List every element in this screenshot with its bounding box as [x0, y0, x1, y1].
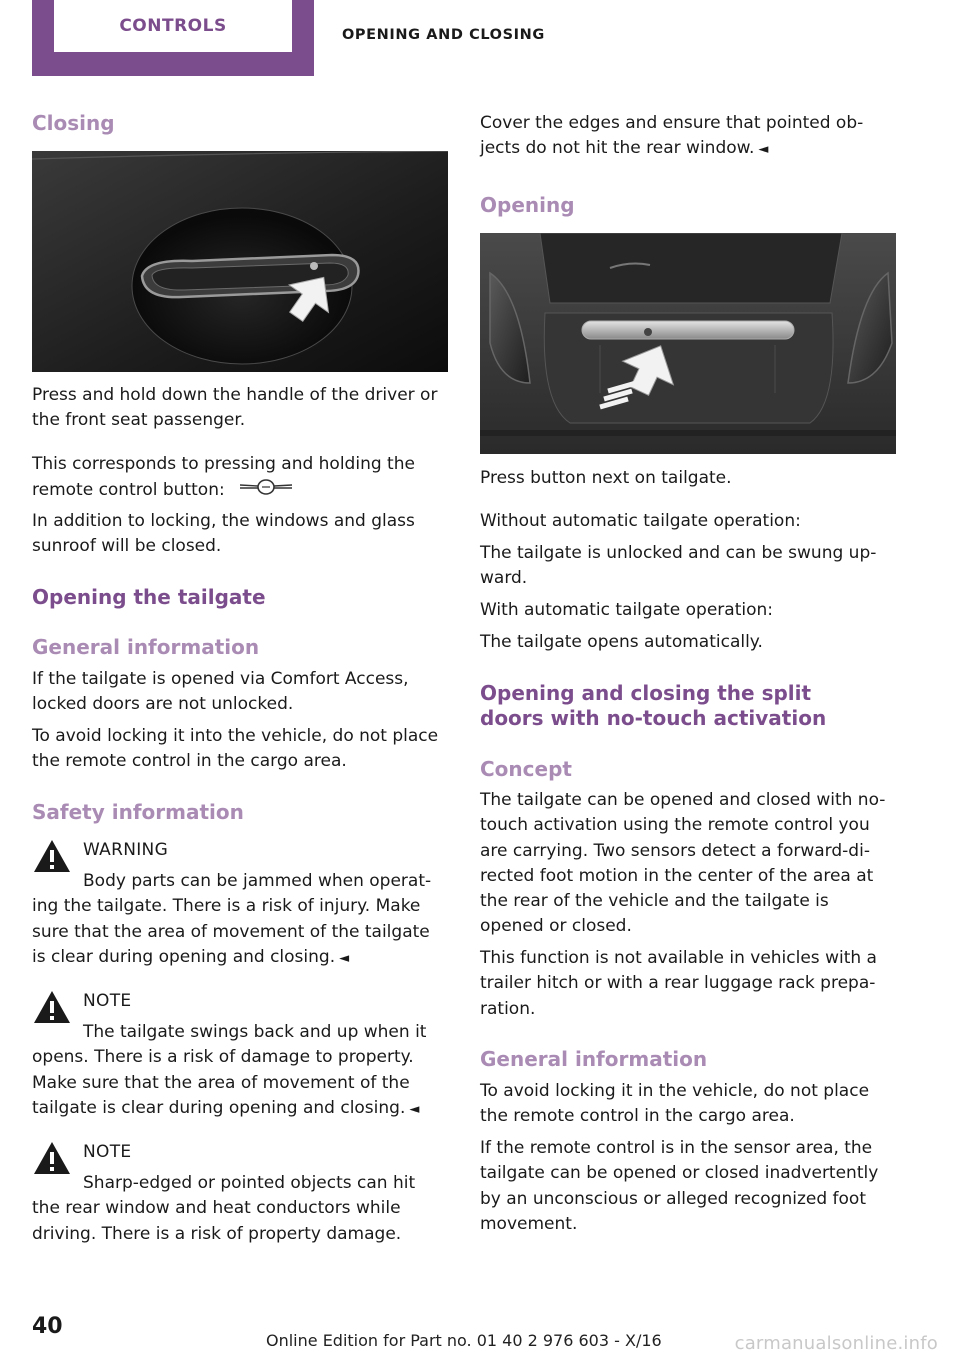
note-body-text: The tailgate swings back and up when it opens. There is a risk of damage to property. Make sure that the area of movement of the tailgate is clear during opening and closing. [32, 1022, 427, 1118]
note-title: NOTE [83, 1142, 132, 1162]
chapter-tab-label: CONTROLS [54, 0, 292, 52]
concept-paragraph-2: This function is not available in vehicles with a trailer hitch or with a rear luggage rack preparation. [480, 948, 877, 1019]
chapter-tab[interactable] [32, 0, 314, 76]
door-handle-figure [32, 151, 448, 372]
safety-information-heading: Safety information [32, 800, 244, 824]
opening-heading: Opening [480, 193, 575, 217]
continued-paragraph [480, 111, 896, 163]
concept-paragraph-1: The tailgate can be opened and closed with no-touch activation using the remote control you are carrying. Two sensors detect a forward-directed foot motion in the center of the area at the rear of the vehicle and the tailgate is opened or closed. [480, 790, 886, 937]
end-mark: ◄ [758, 142, 769, 158]
concept-heading: Concept [480, 757, 572, 781]
general-paragraph-1: To avoid locking it in the vehicle, do not place the remote control in the cargo area. [480, 1081, 870, 1127]
closing-paragraph-2 [32, 452, 448, 504]
general-paragraph-2: If the remote control is in the sensor area, the tailgate can be opened or closed inadvertently by an unconscious or alleged recognized foot movement. [480, 1138, 879, 1234]
note-body: Sharp-edged or pointed objects can hit the rear window and heat conductors while driving. There is a risk of property damage. [32, 1173, 416, 1244]
door-handle-illustration [32, 151, 448, 372]
warning-body [32, 869, 448, 971]
opening-paragraph-1: Press button next on tailgate. [480, 468, 732, 488]
opening-paragraph-3: The tailgate is unlocked and can be swung upward. [480, 543, 877, 589]
opening-paragraph-2: Without automatic tailgate operation: [480, 511, 801, 531]
closing-paragraph-1: Press and hold down the handle of the driver or the front seat passenger. [32, 385, 438, 431]
general-information-heading: General information [32, 635, 260, 659]
page-number: 40 [32, 1314, 63, 1339]
warning-body-text: Body parts can be jammed when operating the tailgate. There is a risk of injury. Make sure that the area of movement of the tailgate is clear during opening and closing. [32, 871, 432, 967]
opening-paragraph-4: With automatic tailgate operation: [480, 600, 773, 620]
edition-line: Online Edition for Part no. 01 40 2 976 603 - X/16 [266, 1331, 662, 1350]
watermark[interactable]: carmanualsonline.info [734, 1333, 938, 1354]
general-information-heading: General information [480, 1047, 708, 1071]
general-paragraph-1: If the tailgate is opened via Comfort Access, locked doors are not unlocked. [32, 669, 409, 715]
note-title: NOTE [83, 991, 132, 1011]
opening-tailgate-heading: Opening the tailgate [32, 585, 266, 609]
warning-title: WARNING [83, 840, 169, 860]
split-doors-heading: Opening and closing the split doors with no-touch activation [480, 681, 827, 730]
continued-text: Cover the edges and ensure that pointed objects do not hit the rear window. [480, 113, 864, 159]
closing-heading: Closing [32, 111, 115, 135]
opening-paragraph-5: The tailgate opens automatically. [480, 632, 763, 652]
mini-remote-button-icon [238, 477, 294, 497]
tailgate-figure [480, 233, 896, 454]
section-title: OPENING AND CLOSING [342, 27, 545, 43]
tailgate-illustration [480, 233, 896, 454]
closing-paragraph-3: In addition to locking, the windows and glass sunroof will be closed. [32, 511, 415, 557]
end-mark: ◄ [339, 950, 350, 966]
general-paragraph-2: To avoid locking it into the vehicle, do not place the remote control in the cargo area. [32, 726, 439, 772]
end-mark: ◄ [409, 1101, 420, 1117]
note-body [32, 1020, 448, 1122]
closing-paragraph-2-text: This corresponds to pressing and holding the remote control button: [32, 454, 415, 501]
